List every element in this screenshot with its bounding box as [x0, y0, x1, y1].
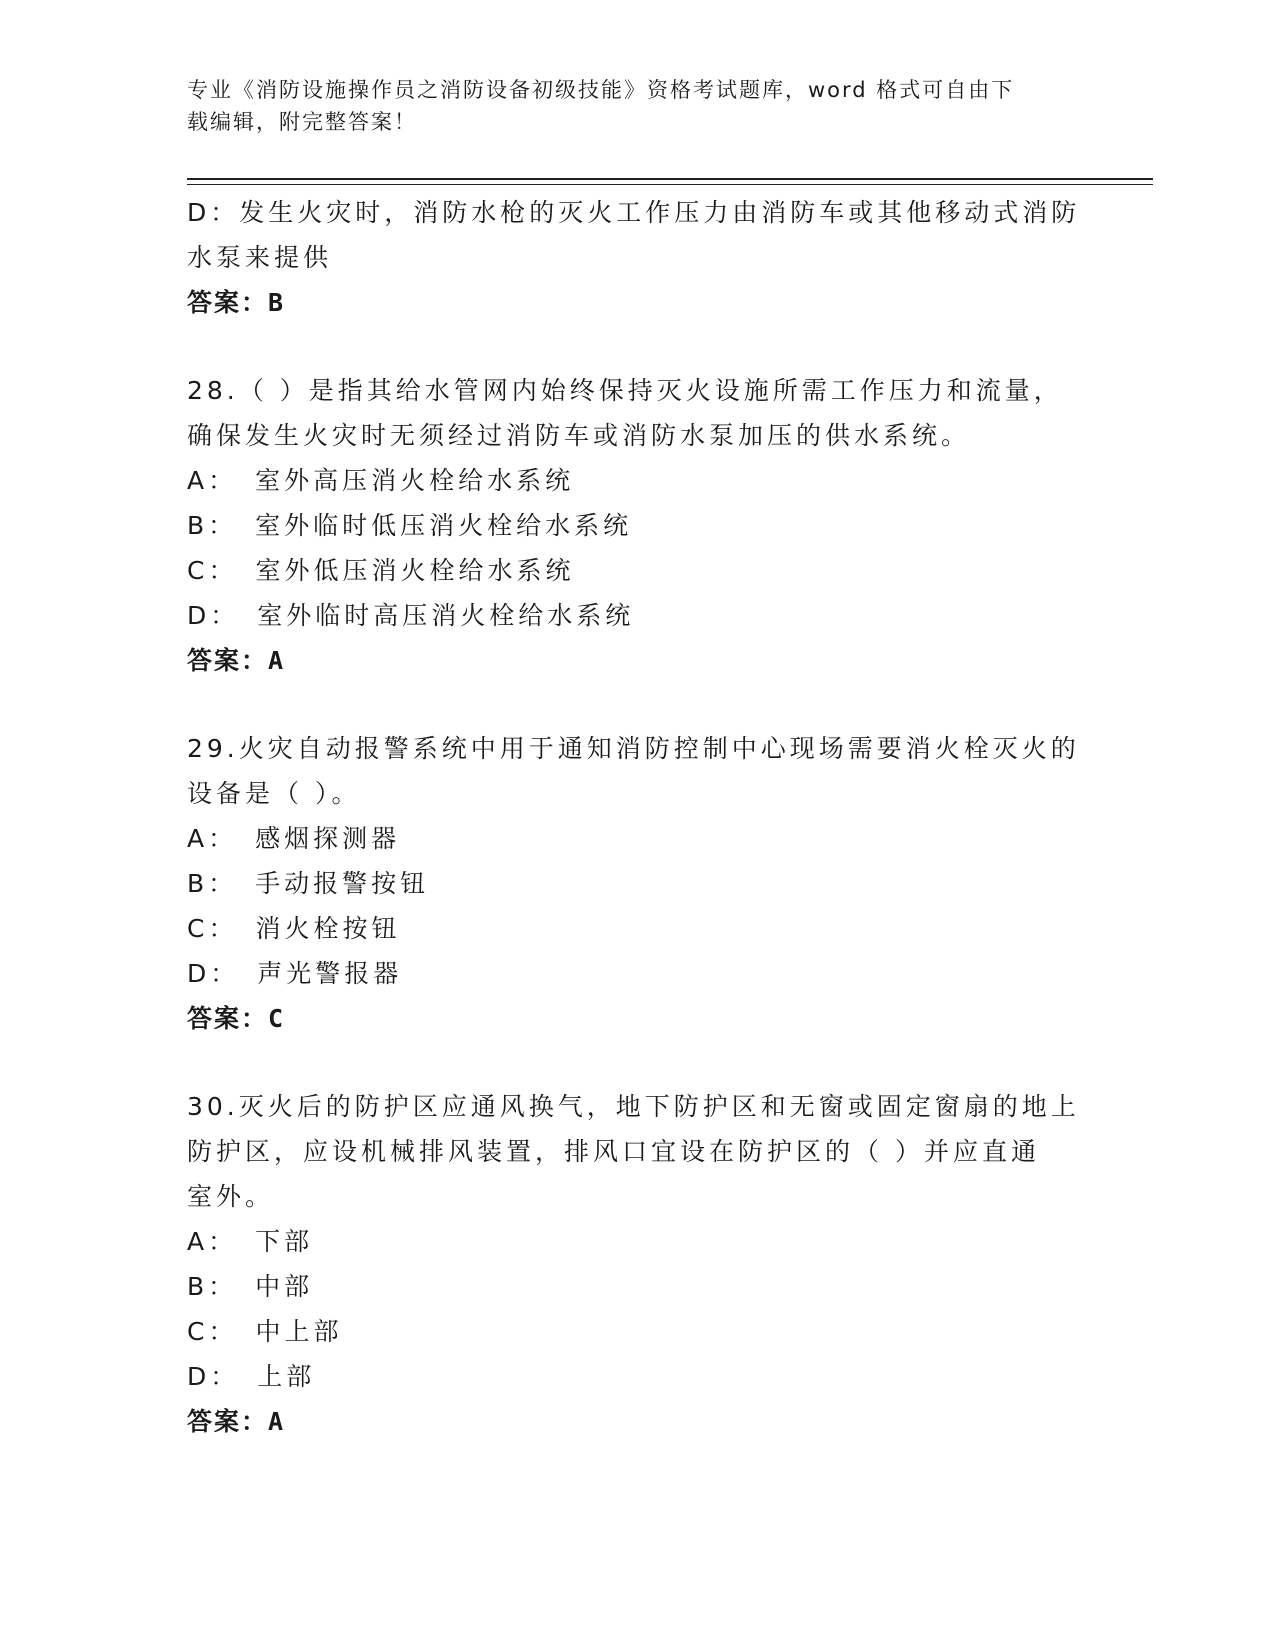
answer-line — [187, 996, 1087, 1042]
option-text: 声光警报器 — [257, 959, 403, 988]
option-text: 中部 — [255, 1272, 314, 1301]
question-stem-line-2: 防护区，应设机械排风装置，排风口宜设在防护区的（ ）并应直通 — [187, 1137, 1040, 1166]
option-key: A： — [187, 1227, 238, 1256]
answer-value: C — [268, 1004, 286, 1033]
option-key: C： — [187, 914, 238, 943]
option-text: 手动报警按钮 — [255, 869, 430, 898]
answer-value: B — [268, 288, 286, 317]
option-d-line-1: D：发生火灾时，消防水枪的灭火工作压力由消防车或其他移动式消防 — [187, 198, 1081, 227]
header-line-1: 专业《消防设施操作员之消防设备初级技能》资格考试题库，word 格式可自由下 — [187, 78, 1015, 102]
question-stem-line-3: 室外。 — [187, 1182, 275, 1211]
answer-line — [187, 638, 1087, 684]
option-d — [187, 951, 1087, 996]
question-stem-line-1: 28.（ ）是指其给水管网内始终保持灭火设施所需工作压力和流量， — [187, 376, 1063, 405]
option-key: B： — [187, 869, 238, 898]
option-d — [187, 1354, 1087, 1399]
option-key: D： — [187, 601, 240, 630]
option-key: B： — [187, 511, 238, 540]
header-divider-thick — [187, 178, 1153, 180]
option-key: A： — [187, 824, 238, 853]
document-header — [187, 74, 1087, 138]
option-d-line-2: 水泵来提供 — [187, 243, 333, 272]
option-key: D： — [187, 1362, 240, 1391]
option-text: 室外高压消火栓给水系统 — [255, 466, 575, 495]
answer-label: 答案： — [187, 288, 269, 317]
option-key: B： — [187, 1272, 238, 1301]
question-stem-line-2: 设备是（ ）。 — [187, 779, 361, 808]
header-divider-thin — [187, 184, 1153, 185]
option-text: 室外低压消火栓给水系统 — [255, 556, 575, 585]
option-key: D： — [187, 959, 240, 988]
question-30 — [187, 1084, 1087, 1445]
option-b — [187, 1264, 1087, 1309]
question-stem-line-1: 29.火灾自动报警系统中用于通知消防控制中心现场需要消火栓灭火的 — [187, 734, 1080, 763]
option-key: A： — [187, 466, 238, 495]
option-text: 下部 — [255, 1227, 314, 1256]
prev-question — [187, 190, 1087, 326]
question-29 — [187, 726, 1087, 1042]
header-line-2: 载编辑，附完整答案！ — [187, 110, 417, 134]
option-a — [187, 458, 1087, 503]
option-text: 中上部 — [255, 1317, 343, 1346]
option-b — [187, 861, 1087, 906]
option-b — [187, 503, 1087, 548]
option-c — [187, 1309, 1087, 1354]
question-list — [187, 190, 1087, 1445]
option-text: 室外临时高压消火栓给水系统 — [257, 601, 635, 630]
question-stem-line-1: 30.灭火后的防护区应通风换气，地下防护区和无窗或固定窗扇的地上 — [187, 1092, 1080, 1121]
option-text: 室外临时低压消火栓给水系统 — [255, 511, 633, 540]
answer-label: 答案： — [187, 1004, 269, 1033]
answer-value: A — [268, 646, 286, 675]
option-a — [187, 1219, 1087, 1264]
answer-line — [187, 1399, 1087, 1445]
option-text: 上部 — [257, 1362, 316, 1391]
option-text: 感烟探测器 — [255, 824, 401, 853]
answer-label: 答案： — [187, 1407, 269, 1436]
option-key: C： — [187, 1317, 238, 1346]
option-c — [187, 906, 1087, 951]
question-stem-line-2: 确保发生火灾时无须经过消防车或消防水泵加压的供水系统。 — [187, 421, 971, 450]
option-a — [187, 816, 1087, 861]
option-d — [187, 593, 1087, 638]
answer-label: 答案： — [187, 646, 269, 675]
answer-line — [187, 280, 1087, 326]
option-text: 消火栓按钮 — [255, 914, 401, 943]
question-28 — [187, 368, 1087, 684]
option-key: C： — [187, 556, 238, 585]
option-c — [187, 548, 1087, 593]
answer-value: A — [268, 1407, 286, 1436]
